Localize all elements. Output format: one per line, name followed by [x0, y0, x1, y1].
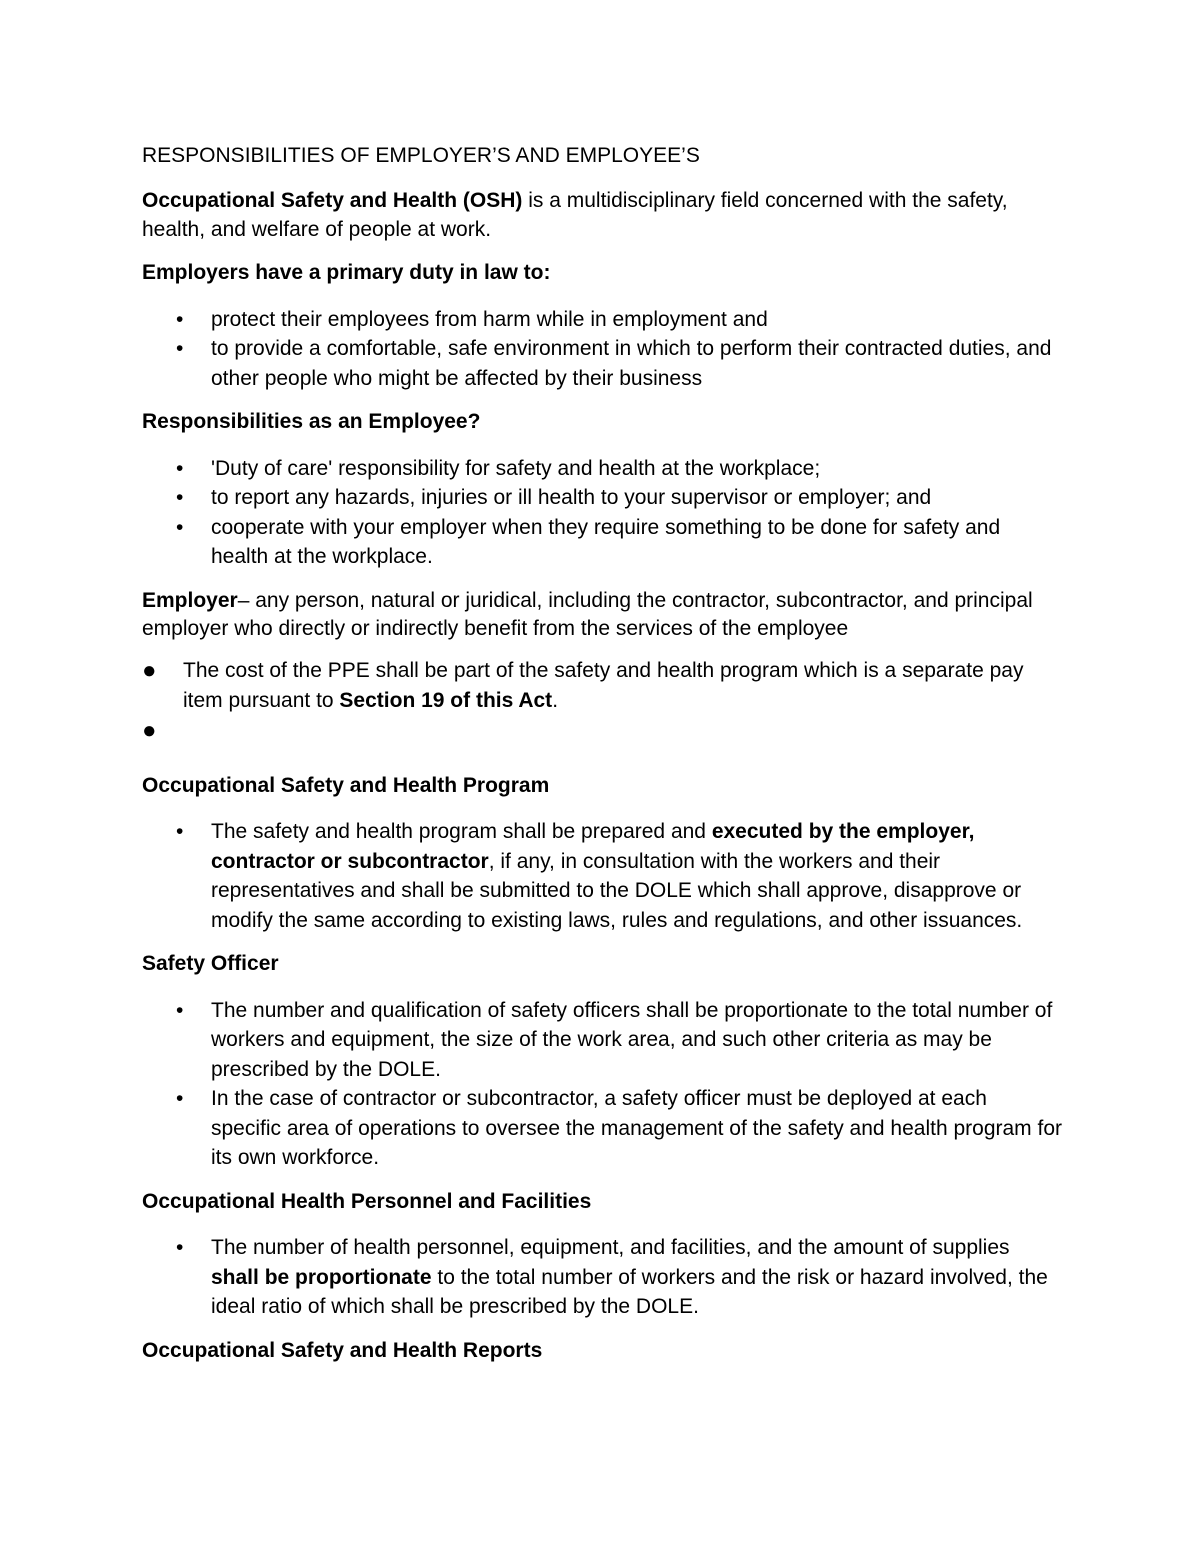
bullet-icon: •	[176, 1087, 184, 1110]
list-item	[142, 1233, 1062, 1322]
list-item-text: protect their employees from harm while in employment and	[211, 307, 768, 331]
health-personnel-list	[142, 1233, 1062, 1322]
health-personnel-bold-text: shall be proportionate	[211, 1265, 432, 1289]
list-item-text: In the case of contractor or subcontractor, a safety officer must be deployed at each specific area of operations to oversee the management of the safety and health program for its own workforce.	[211, 1087, 1063, 1169]
bullet-icon: •	[176, 307, 184, 331]
osh-program-bold-text: executed by the employer, contractor or subcontractor	[211, 820, 975, 873]
bullet-icon: ●	[142, 656, 157, 684]
ppe-section-ref: Section 19 of this Act	[339, 688, 553, 712]
list-item-text: The number and qualification of safety officers shall be proportionate to the total number of workers and equipment, the size of the work area, and such other criteria as may be prescribed by the DOLE.	[211, 998, 1053, 1081]
bullet-icon: •	[176, 1236, 184, 1259]
safety-officer-heading: Safety Officer	[142, 952, 279, 975]
document-title: RESPONSIBILITIES OF EMPLOYER’S AND EMPLOYEE’S	[142, 144, 700, 167]
employee-resp-heading: Responsibilities as an Employee?	[142, 410, 481, 433]
list-item	[142, 305, 1062, 335]
list-item	[142, 513, 1062, 572]
employer-term: Employer	[142, 588, 238, 612]
bullet-icon: •	[176, 486, 184, 509]
osh-intro-text: is a multidisciplinary field concerned with the safety, health, and welfare of people at work.	[142, 189, 1008, 241]
empty-list-item	[142, 716, 1062, 746]
bullet-icon: •	[176, 337, 184, 360]
list-item-text: 'Duty of care' responsibility for safety and health at the workplace;	[211, 456, 821, 480]
list-item	[142, 817, 1062, 935]
list-item-text: to the total number of workers and the risk or hazard involved, the ideal ratio of which shall be prescribed by the DOLE.	[211, 1265, 1048, 1318]
osh-intro-paragraph	[142, 187, 1062, 244]
osh-program-heading: Occupational Safety and Health Program	[142, 773, 550, 797]
bullet-icon: •	[176, 515, 184, 539]
employer-definition	[142, 587, 1062, 644]
list-item	[142, 483, 1062, 513]
bullet-icon: •	[176, 820, 184, 843]
ppe-list	[142, 656, 1062, 746]
health-personnel-heading: Occupational Health Personnel and Facilities	[142, 1189, 592, 1213]
ppe-text-end: .	[552, 688, 559, 712]
list-item	[142, 996, 1062, 1085]
list-item-text: to provide a comfortable, safe environment in which to perform their contracted duties, and other people who might be affected by their business	[211, 337, 1052, 390]
list-item	[142, 656, 1062, 716]
employers-duty-list	[142, 305, 1062, 394]
list-item-text: The number of health personnel, equipment, and facilities, and the amount of supplies	[211, 1236, 1010, 1259]
list-item-text: The safety and health program shall be prepared and	[211, 820, 712, 843]
employers-duty-heading: Employers have a primary duty in law to:	[142, 261, 551, 284]
list-item-text: to report any hazards, injuries or ill health to your supervisor or employer; and	[211, 486, 932, 509]
list-item-text: , if any, in consultation with the workers and their representatives and shall be submitted to the DOLE which shall approve, disapprove or modify the same according to existing laws, rules and regulations, and other issuances.	[211, 849, 1023, 932]
osh-reports-heading: Occupational Safety and Health Reports	[142, 1338, 543, 1362]
osh-term: Occupational Safety and Health (OSH)	[142, 189, 523, 212]
document-page	[142, 138, 1062, 1382]
safety-officer-list	[142, 996, 1062, 1173]
employee-resp-list	[142, 454, 1062, 572]
bullet-icon: •	[176, 456, 184, 480]
list-item	[142, 1084, 1062, 1173]
list-item-text: cooperate with your employer when they require something to be done for safety and health at the workplace.	[211, 515, 1001, 568]
list-item	[142, 334, 1062, 393]
ppe-text: The cost of the PPE shall be part of the safety and health program which is a separate pay item pursuant to	[183, 658, 1024, 712]
bullet-icon: ●	[142, 716, 157, 744]
list-item	[142, 454, 1062, 484]
osh-program-list	[142, 817, 1062, 935]
bullet-icon: •	[176, 998, 184, 1022]
employer-definition-text: – any person, natural or juridical, including the contractor, subcontractor, and principal employer who directly or indirectly benefit from the services of the employee	[142, 588, 1033, 640]
